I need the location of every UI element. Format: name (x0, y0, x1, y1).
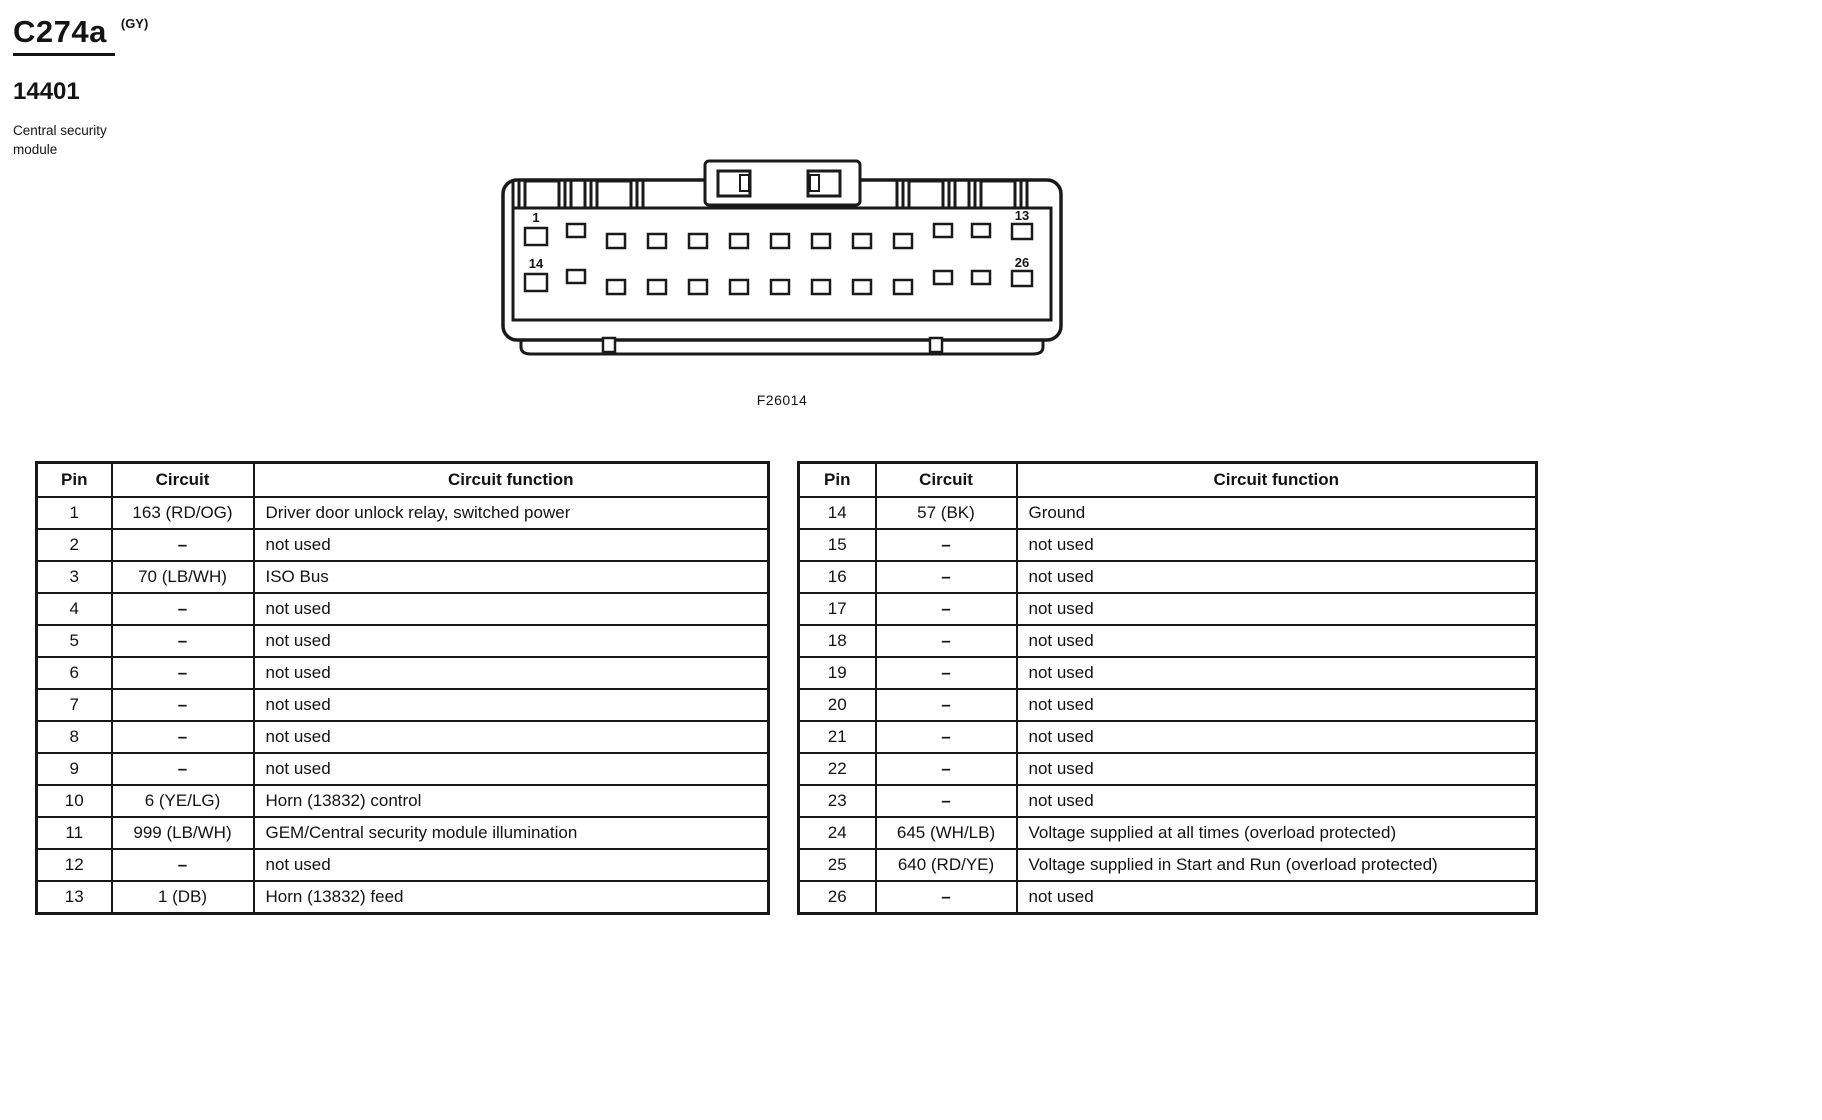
pin-cell: 22 (799, 753, 876, 785)
module-description-line2: module (13, 141, 58, 157)
function-cell: Ground (1017, 497, 1537, 529)
function-column-header: Circuit function (254, 463, 769, 498)
pin-cell: 16 (799, 561, 876, 593)
table-row (37, 721, 769, 753)
function-cell: not used (1017, 529, 1537, 561)
pin-label-14: 14 (528, 256, 544, 271)
pin-cell: 18 (799, 625, 876, 657)
table-row (799, 593, 1537, 625)
circuit-cell: 57 (BK) (876, 497, 1017, 529)
table-row (799, 561, 1537, 593)
function-cell: not used (254, 625, 769, 657)
pin-column-header: Pin (799, 463, 876, 498)
circuit-cell: – (876, 561, 1017, 593)
circuit-cell: 645 (WH/LB) (876, 817, 1017, 849)
table-row (37, 561, 769, 593)
pin-cell: 12 (37, 849, 112, 881)
table-row (37, 817, 769, 849)
circuit-column-header: Circuit (876, 463, 1017, 498)
pin-cell: 21 (799, 721, 876, 753)
module-description-line1: Central security (13, 123, 107, 138)
table-row (799, 657, 1537, 689)
function-cell: not used (254, 529, 769, 561)
figure-caption: F26014 (756, 392, 808, 408)
connector-diagram (497, 158, 1067, 408)
function-cell: not used (1017, 753, 1537, 785)
circuit-cell: – (876, 593, 1017, 625)
connector-drawing-svg (497, 158, 1067, 358)
circuit-cell: – (876, 785, 1017, 817)
table-row (37, 529, 769, 561)
pin-label-26: 26 (1014, 255, 1030, 270)
pin-cell: 19 (799, 657, 876, 689)
circuit-cell: – (112, 721, 254, 753)
table-row (37, 753, 769, 785)
pin-cell: 15 (799, 529, 876, 561)
circuit-cell: – (876, 721, 1017, 753)
pin-cell: 13 (37, 881, 112, 914)
pin-cell: 24 (799, 817, 876, 849)
connector-color-code: (GY) (120, 16, 149, 31)
circuit-column-header: Circuit (112, 463, 254, 498)
connector-bottom-flange (521, 340, 1043, 354)
table-header-row (799, 463, 1537, 498)
pin-table-right (797, 461, 1538, 915)
pin-cell: 4 (37, 593, 112, 625)
function-cell: not used (1017, 785, 1537, 817)
table-row (37, 849, 769, 881)
function-cell: Driver door unlock relay, switched power (254, 497, 769, 529)
circuit-cell: – (876, 753, 1017, 785)
table-row (37, 593, 769, 625)
circuit-cell: – (876, 529, 1017, 561)
circuit-cell: – (876, 881, 1017, 914)
pin-cell: 14 (799, 497, 876, 529)
connector-latch-block (705, 161, 860, 205)
circuit-cell: 70 (LB/WH) (112, 561, 254, 593)
table-row (37, 689, 769, 721)
table-row (799, 529, 1537, 561)
circuit-cell: – (112, 529, 254, 561)
table-row (799, 785, 1537, 817)
pin-cell: 17 (799, 593, 876, 625)
pin-cell: 11 (37, 817, 112, 849)
table-row (799, 849, 1537, 881)
table-row (799, 881, 1537, 914)
function-cell: Horn (13832) feed (254, 881, 769, 914)
pin-cell: 1 (37, 497, 112, 529)
circuit-cell: – (112, 689, 254, 721)
circuit-cell: 640 (RD/YE) (876, 849, 1017, 881)
pin-table-left (35, 461, 770, 915)
table-header-row (37, 463, 769, 498)
circuit-cell: – (876, 689, 1017, 721)
pin-cell: 25 (799, 849, 876, 881)
table-row (799, 721, 1537, 753)
function-column-header: Circuit function (1017, 463, 1537, 498)
pin-column-header: Pin (37, 463, 112, 498)
pin-cell: 7 (37, 689, 112, 721)
function-cell: Voltage supplied at all times (overload protected) (1017, 817, 1537, 849)
function-cell: not used (1017, 689, 1537, 721)
pin-cell: 26 (799, 881, 876, 914)
table-row (799, 497, 1537, 529)
function-cell: not used (1017, 881, 1537, 914)
function-cell: not used (254, 721, 769, 753)
pin-cell: 20 (799, 689, 876, 721)
function-cell: Voltage supplied in Start and Run (overload protected) (1017, 849, 1537, 881)
function-cell: ISO Bus (254, 561, 769, 593)
function-cell: not used (254, 849, 769, 881)
pin-cell: 5 (37, 625, 112, 657)
table-row (799, 753, 1537, 785)
pin-label-13: 13 (1014, 208, 1030, 223)
circuit-cell: 6 (YE/LG) (112, 785, 254, 817)
circuit-cell: 999 (LB/WH) (112, 817, 254, 849)
function-cell: not used (254, 657, 769, 689)
function-cell: not used (1017, 561, 1537, 593)
circuit-cell: – (112, 753, 254, 785)
table-row (799, 625, 1537, 657)
function-cell: not used (1017, 721, 1537, 753)
connector-title: C274a (13, 14, 115, 56)
table-row (799, 817, 1537, 849)
function-cell: not used (1017, 625, 1537, 657)
table-row (37, 497, 769, 529)
module-description (13, 122, 148, 160)
function-cell: not used (254, 593, 769, 625)
table-row (37, 881, 769, 914)
flange-notch (930, 338, 942, 352)
part-number: 14401 (13, 78, 80, 105)
pin-cell: 6 (37, 657, 112, 689)
header (13, 14, 148, 160)
circuit-cell: – (876, 657, 1017, 689)
pin-cell: 23 (799, 785, 876, 817)
connector-inner-face (513, 208, 1051, 320)
circuit-cell: 163 (RD/OG) (112, 497, 254, 529)
pin-cell: 3 (37, 561, 112, 593)
table-row (37, 625, 769, 657)
circuit-cell: – (112, 593, 254, 625)
flange-notch (603, 338, 615, 352)
circuit-cell: – (112, 657, 254, 689)
table-row (799, 689, 1537, 721)
pin-cell: 10 (37, 785, 112, 817)
pin-label-1: 1 (532, 210, 540, 225)
pin-cell: 2 (37, 529, 112, 561)
function-cell: Horn (13832) control (254, 785, 769, 817)
function-cell: not used (1017, 657, 1537, 689)
function-cell: not used (254, 753, 769, 785)
circuit-cell: 1 (DB) (112, 881, 254, 914)
circuit-cell: – (876, 625, 1017, 657)
circuit-cell: – (112, 849, 254, 881)
function-cell: not used (1017, 593, 1537, 625)
pin-cell: 8 (37, 721, 112, 753)
pin-cell: 9 (37, 753, 112, 785)
function-cell: GEM/Central security module illumination (254, 817, 769, 849)
table-row (37, 657, 769, 689)
circuit-cell: – (112, 625, 254, 657)
table-row (37, 785, 769, 817)
function-cell: not used (254, 689, 769, 721)
